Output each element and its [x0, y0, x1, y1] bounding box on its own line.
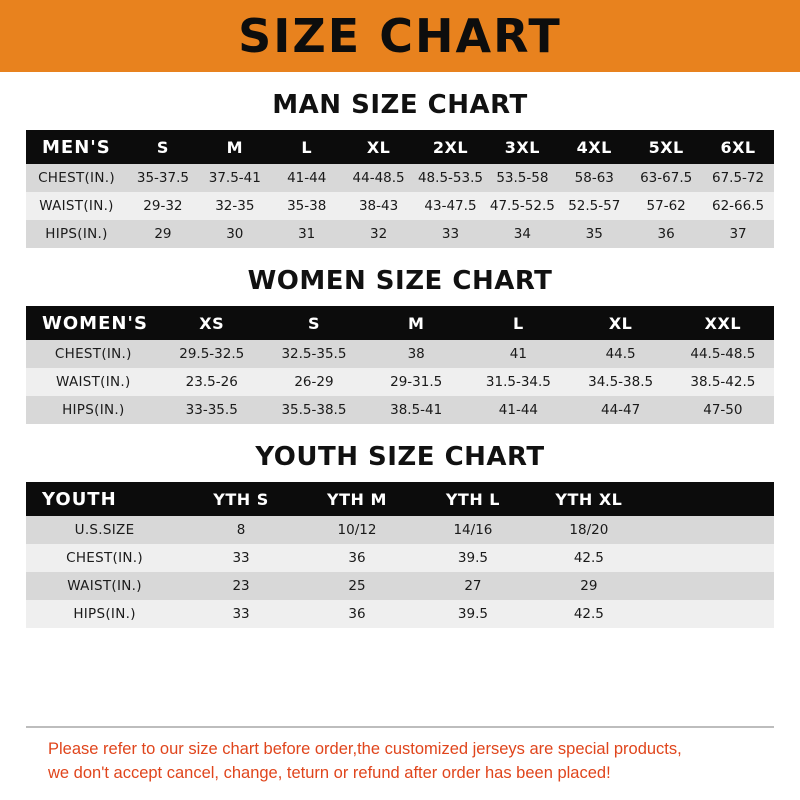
women-header-label: WOMEN'S: [42, 312, 148, 334]
note-line-1: Please refer to our size chart before order,the customized jerseys are special products,: [48, 740, 682, 759]
table-row: [26, 220, 774, 248]
table-cell: 32: [369, 226, 388, 242]
row-label: WAIST(IN.): [39, 198, 114, 214]
table-cell: 33: [232, 606, 250, 622]
table-row: [26, 516, 774, 544]
table-cell: 29.5-32.5: [179, 346, 245, 362]
men-header-cell: L: [301, 137, 313, 157]
women-header-cell: S: [307, 313, 320, 333]
table-row: [26, 368, 774, 396]
table-cell: 44.5-48.5: [690, 346, 756, 362]
table-cell: 57-62: [646, 198, 686, 214]
youth-header-cell: YTH XL: [555, 489, 623, 509]
women-header-cell: XS: [199, 313, 225, 333]
men-header-cell: XL: [366, 137, 391, 157]
table-cell: 23: [232, 578, 250, 594]
table-cell: 31: [298, 226, 316, 242]
youth-header-label: YOUTH: [42, 488, 117, 510]
men-header-cell: S: [156, 137, 169, 157]
youth-section-title: YOUTH SIZE CHART: [255, 442, 545, 472]
table-row: [26, 340, 774, 368]
table-cell: 38-43: [358, 198, 399, 214]
table-cell: 42.5: [573, 550, 604, 566]
table-cell: 47.5-52.5: [489, 198, 555, 214]
table-cell: 62-66.5: [711, 198, 765, 214]
table-cell: 29: [580, 578, 598, 594]
table-row: [26, 600, 774, 628]
table-cell: 38.5-41: [390, 402, 443, 418]
table-cell: 63-67.5: [640, 170, 693, 186]
table-cell: 30: [226, 226, 244, 242]
table-cell: 53.5-58: [496, 170, 549, 186]
table-cell: 34: [513, 226, 531, 242]
women-section-title: WOMEN SIZE CHART: [247, 266, 553, 296]
table-cell: 44-48.5: [352, 170, 405, 186]
men-header-label: MEN'S: [42, 136, 111, 158]
table-cell: 58-63: [574, 170, 614, 186]
table-cell: 41: [509, 346, 527, 362]
table-cell: 26-29: [294, 374, 334, 390]
table-cell: 44.5: [605, 346, 636, 362]
table-cell-empty: [647, 516, 774, 544]
table-cell: 39.5: [457, 606, 488, 622]
table-cell: 18/20: [569, 522, 609, 538]
row-label: CHEST(IN.): [38, 170, 115, 186]
note-line-2: we don't accept cancel, change, teturn or refund after order has been placed!: [48, 764, 611, 783]
table-cell: 43-47.5: [424, 198, 477, 214]
youth-size-table: [26, 482, 774, 628]
table-cell: 36: [348, 606, 366, 622]
chart-content: [0, 72, 800, 800]
women-size-table: [26, 306, 774, 424]
women-header-cell: XL: [608, 313, 633, 333]
table-row: [26, 164, 774, 192]
header-banner: [0, 0, 800, 72]
page-title: SIZE CHART: [238, 9, 562, 63]
men-size-table: [26, 130, 774, 248]
table-header-row: [26, 482, 774, 516]
table-cell: 23.5-26: [185, 374, 238, 390]
table-cell-empty: [647, 572, 774, 600]
table-cell: 32.5-35.5: [281, 346, 347, 362]
men-header-cell: 6XL: [720, 137, 756, 157]
row-label: HIPS(IN.): [62, 402, 125, 418]
table-header-row: [26, 130, 774, 164]
row-label: HIPS(IN.): [73, 606, 136, 622]
table-cell: 44-47: [600, 402, 641, 418]
youth-header-cell: YTH M: [327, 489, 387, 509]
table-cell: 10/12: [337, 522, 377, 538]
men-header-cell: 5XL: [648, 137, 684, 157]
table-cell: 52.5-57: [568, 198, 621, 214]
men-header-cell: 3XL: [504, 137, 540, 157]
table-cell: 38: [407, 346, 425, 362]
table-cell: 35.5-38.5: [281, 402, 347, 418]
row-label: CHEST(IN.): [66, 550, 143, 566]
men-header-cell: 4XL: [576, 137, 612, 157]
table-cell-empty: [647, 600, 774, 628]
table-cell: 29-31.5: [390, 374, 443, 390]
table-cell: 35: [585, 226, 603, 242]
row-label: CHEST(IN.): [54, 346, 132, 362]
table-cell: 36: [657, 226, 675, 242]
table-cell: 39.5: [457, 550, 488, 566]
row-label: HIPS(IN.): [45, 226, 108, 242]
men-header-cell: 2XL: [432, 137, 469, 157]
table-cell: 35-37.5: [136, 170, 189, 186]
table-cell: 38.5-42.5: [690, 374, 756, 390]
youth-header-cell: YTH L: [445, 489, 500, 509]
table-cell: 37.5-41: [208, 170, 261, 186]
table-cell: 29: [154, 226, 172, 242]
table-row: [26, 572, 774, 600]
men-header-cell: M: [226, 137, 244, 157]
men-section-title: MAN SIZE CHART: [272, 90, 528, 120]
table-cell: 41-44: [287, 170, 327, 186]
table-cell: 32-35: [215, 198, 255, 214]
table-row: [26, 544, 774, 572]
table-cell: 31.5-34.5: [485, 374, 551, 390]
table-cell: 37: [729, 226, 747, 242]
row-label: WAIST(IN.): [56, 374, 131, 390]
table-cell: 33: [441, 226, 460, 242]
row-label: U.S.SIZE: [74, 522, 135, 538]
table-cell: 27: [464, 578, 482, 594]
table-cell: 33: [232, 550, 250, 566]
table-cell: 47-50: [703, 402, 743, 418]
table-cell: 41-44: [498, 402, 538, 418]
table-cell: 48.5-53.5: [417, 170, 483, 186]
table-cell: 35-38: [287, 198, 327, 214]
table-cell: 8: [236, 522, 246, 538]
women-header-cell: M: [407, 313, 425, 333]
women-header-cell: L: [513, 313, 524, 333]
women-header-cell: XXL: [704, 313, 742, 333]
table-header-row: [26, 306, 774, 340]
table-cell: 67.5-72: [711, 170, 765, 186]
table-cell: 14/16: [453, 522, 493, 538]
table-cell-empty: [647, 544, 774, 572]
table-cell: 33-35.5: [185, 402, 238, 418]
table-cell: 29-32: [143, 198, 183, 214]
youth-header-cell: YTH S: [213, 489, 269, 509]
table-row: [26, 192, 774, 220]
table-cell: 36: [348, 550, 366, 566]
table-cell: 25: [348, 578, 366, 594]
table-row: [26, 396, 774, 424]
table-cell: 42.5: [573, 606, 604, 622]
disclaimer-note: [26, 726, 774, 800]
table-cell: 34.5-38.5: [588, 374, 654, 390]
youth-header-cell-empty: [647, 482, 774, 516]
row-label: WAIST(IN.): [67, 578, 142, 594]
